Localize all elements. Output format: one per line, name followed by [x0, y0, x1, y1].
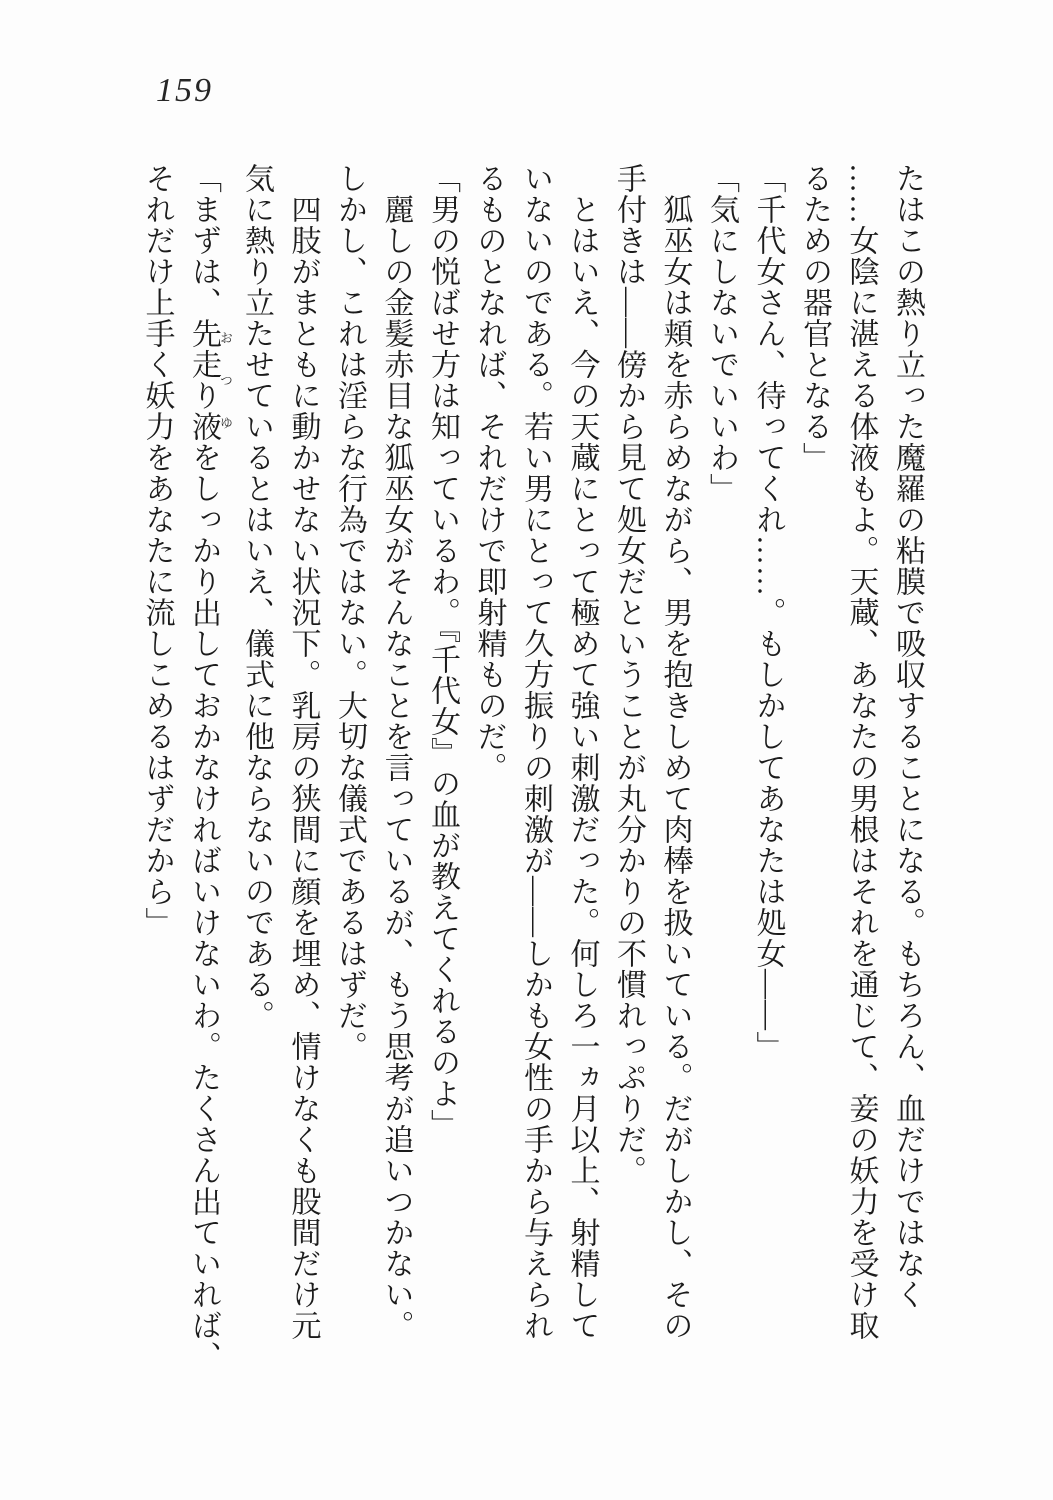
- text-line: るための器官となる」: [798, 163, 831, 473]
- text-line: 麗しの金髪赤目な狐巫女がそんなことを言っているが、もう思考が追いつかない。: [379, 194, 413, 1341]
- text-line: るものとなれば、それだけで即射精ものだ。: [472, 163, 506, 783]
- page-number: 159: [156, 72, 213, 109]
- line-segment: 「まずは、: [187, 163, 220, 318]
- text-line: とはいえ、今の天蔵にとって極めて強い刺激だった。何しろ一ヵ月以上、射精して: [565, 194, 599, 1341]
- text-line: ……女陰に湛える体液もよ。天蔵、あなたの男根はそれを通じて、妾の妖力を受け取: [844, 163, 878, 1341]
- ruby-annotation: [187, 318, 233, 442]
- text-line: 狐巫女は頬を赤らめながら、男を抱きしめて肉棒を扱いている。だがしかし、その: [658, 194, 692, 1341]
- text-line: たはこの熱り立った魔羅の粘膜で吸収することになる。もちろん、血だけではなく: [891, 163, 924, 1310]
- text-line-dialogue: 「千代女さん、待ってくれ……。もしかしてあなたは処女――」: [751, 163, 785, 1062]
- text-line: 四肢がまともに動かせない状況下。乳房の狭間に顔を埋め、情けなくも股間だけ元: [286, 194, 320, 1341]
- text-line: 手付きは――傍から見て処女だということが丸分かりの不慣れっぷりだ。: [612, 163, 645, 1186]
- ruby-text: おつゆ: [218, 318, 233, 442]
- text-line: いないのである。若い男にとって久方振りの刺激が――しかも女性の手から与えられ: [519, 163, 552, 1341]
- line-segment: をしっかり出しておかなければいけないわ。たくさん出ていれば、: [187, 442, 220, 1372]
- text-line: 気に熱り立たせているとはいえ、儀式に他ならないのである。: [240, 163, 273, 1031]
- text-line-dialogue: 「気にしないでいいわ」: [705, 163, 738, 504]
- ruby-base: 先走り液: [187, 318, 220, 442]
- text-line: しかし、これは淫らな行為ではない。大切な儀式であるはずだ。: [333, 163, 366, 1062]
- text-area: [133, 163, 930, 1379]
- text-line-dialogue: 「男の悦ばせ方は知っているわ。『千代女』の血が教えてくれるのよ」: [426, 163, 459, 1140]
- text-line: それだけ上手く妖力をあなたに流しこめるはずだから」: [140, 163, 174, 938]
- text-line-dialogue: [180, 163, 233, 1379]
